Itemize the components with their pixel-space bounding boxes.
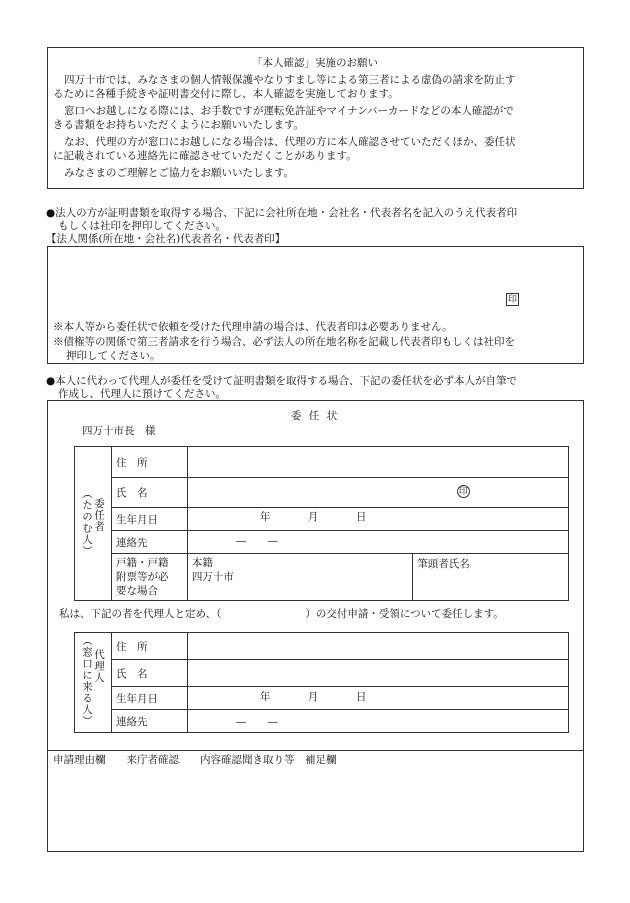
agent-table [74,632,569,733]
agent-address-field[interactable] [187,633,568,660]
agent-label-cell [75,633,112,733]
month-label: 月 [307,691,319,703]
representative-seal-mark: 印 [507,295,517,305]
delegator-contact-label: 連絡先 [111,531,187,554]
notice-line: に記載されている連絡先に確認させていただくことがあります。 [53,150,357,162]
koseki-label [111,554,187,601]
koseki-label-line: 戸籍・戸籍 [115,557,169,569]
agent-address-label: 住 所 [111,633,187,660]
notice-line: きる書類をお持ちいただくようにお願いいたします。 [53,119,305,131]
delegator-name-field[interactable] [187,478,568,508]
delegator-birth-label: 生年月日 [111,508,187,531]
agent-birth-field[interactable] [187,687,568,710]
delegator-contact-field[interactable] [187,531,568,554]
household-head-field[interactable] [413,554,569,601]
office-use-area[interactable] [48,768,583,851]
corporate-note: ※債権等の関係で第三者請求を行う場合、必ず法人の所在地名称を記載し代表者印もしくは社印を [53,336,515,348]
delegator-name-label: 氏 名 [111,478,187,508]
notice-line: みなさまのご理解とご協力をお願いいたします。 [64,167,295,179]
delegator-label-cell [75,447,112,601]
proxy-instruction-cont: 作成し、代理人に預けてください。 [58,388,226,400]
agent-label-sub: （窓口に来る人） [80,635,93,727]
notice-line: 窓口へお越しになる際には、お手数ですが運転免許証やマイナンバーカードなどの本人確認がで [64,105,514,117]
addressee: 四万十市長 様 [82,425,156,437]
day-label: 日 [355,691,367,703]
power-of-attorney-title: 委 任 状 [290,410,340,422]
delegator-label-main: 委任者 [92,497,105,532]
contact-dash: — — [235,716,278,728]
corporate-note-cont: 押印してください。 [66,350,161,362]
delegation-statement: 私は、下記の者を代理人と定め、（ ）の交付申請・受領について委任します。 [59,608,504,620]
honseki-label: 本籍 [191,557,213,569]
notice-line: るために各種手続きや証明書交付に際し、本人確認を実施しております。 [53,88,399,100]
day-label: 日 [355,511,367,523]
proxy-instruction: ●本人に代わって代理人が委任を受けて証明書類を取得する場合、下記の委任状を必ず本人が自筆で [46,375,518,387]
month-label: 月 [307,511,319,523]
koseki-label-line: 附票等が必 [115,571,169,583]
office-use-divider [47,750,584,751]
year-label: 年 [259,691,271,703]
agent-birth-label: 生年月日 [111,687,187,710]
delegator-address-field[interactable] [187,447,568,478]
household-head-label: 筆頭者氏名 [417,558,470,570]
contact-dash: — — [235,535,278,547]
agent-name-label: 氏 名 [111,660,187,687]
agent-name-field[interactable] [187,660,568,687]
corporate-instruction: ●法人の方が証明書類を取得する場合、下記に会社所在地・会社名・代表者名を記入のうえ代表者印 [46,207,518,219]
corporate-instruction-cont: もしくは社印を押印してください。 [58,220,226,232]
agent-label-main: 代理人 [92,649,105,684]
delegator-birth-field[interactable] [187,508,568,531]
corporate-box-label: 【法人関係(所在地・会社名)代表者名・代表者印】 [46,233,286,245]
notice-line: なお、代理の方が窓口にお越しになる場合は、代理の方に本人確認させていただくほか、委任状 [64,136,516,148]
delegator-table [74,446,569,601]
agent-contact-field[interactable] [187,710,568,733]
notice-title: 「本人確認」実施のお願い [252,57,378,69]
honseki-city: 四万十市 [191,571,234,583]
agent-contact-label: 連絡先 [111,710,187,733]
notice-line: 四万十市では、みなさまの個人情報保護やなりすまし等による第三者による虚偽の請求を防止す [64,74,516,86]
honseki-field[interactable] [187,554,412,601]
year-label: 年 [259,511,271,523]
koseki-label-line: 要な場合 [115,585,158,597]
office-use-labels: 申請理由欄 来庁者確認 内容確認聞き取り等 補足欄 [53,754,337,766]
corporate-note: ※本人等から委任状で依頼を受けた代理申請の場合は、代表者印は必要ありません。 [53,321,453,333]
delegator-address-label: 住 所 [111,447,187,478]
delegator-label-sub: （たのむ人） [80,487,93,557]
delegator-seal-mark: 印 [458,487,468,497]
